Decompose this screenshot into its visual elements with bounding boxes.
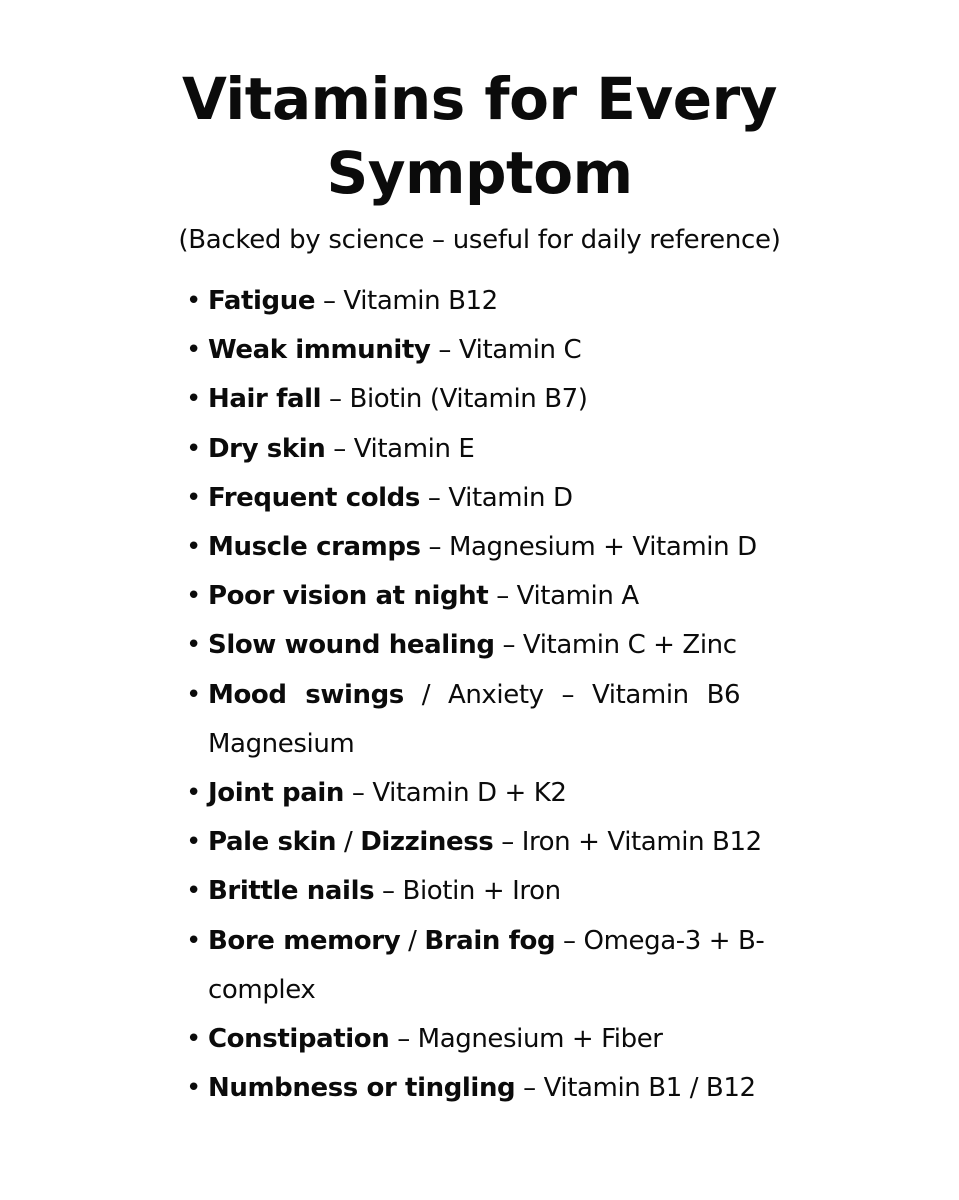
- list-item: [186, 621, 786, 670]
- vitamin-label: – Vitamin B12: [315, 286, 498, 316]
- bullet-icon: •: [186, 827, 201, 858]
- vitamin-label: / Anxiety – Vitamin B6: [403, 679, 741, 710]
- bullet-icon: •: [186, 384, 201, 415]
- separator: /: [336, 827, 361, 858]
- symptom-label: Bore memory: [208, 925, 401, 956]
- list-item: [186, 917, 786, 1015]
- symptom-label: Mood swings: [208, 679, 404, 710]
- symptom-label: Weak immunity: [208, 335, 431, 366]
- symptom-label: Fatigue: [208, 286, 316, 316]
- vitamin-label: – Vitamin A: [488, 581, 639, 612]
- bullet-icon: •: [186, 630, 201, 661]
- list-item: [186, 326, 786, 375]
- list-item: [186, 867, 786, 916]
- bullet-icon: •: [186, 679, 201, 710]
- symptom-label-secondary: Brain fog: [424, 925, 556, 956]
- vitamin-label: – Magnesium + Fiber: [389, 1024, 663, 1055]
- symptom-label-secondary: Dizziness: [360, 827, 494, 858]
- list-item: [186, 375, 786, 424]
- symptom-label: Hair fall: [208, 384, 322, 415]
- vitamin-label: – Biotin (Vitamin B7): [321, 384, 588, 415]
- list-item: [186, 277, 786, 326]
- bullet-icon: •: [186, 335, 201, 366]
- vitamin-label: – Biotin + Iron: [374, 876, 561, 907]
- list-item: [186, 671, 786, 769]
- list-item: [186, 523, 786, 572]
- vitamin-label: – Vitamin C: [430, 335, 582, 366]
- separator: /: [400, 925, 425, 956]
- subtitle: (Backed by science – useful for daily reference): [178, 225, 781, 255]
- list-item: [186, 769, 786, 818]
- symptom-label: Constipation: [208, 1024, 390, 1055]
- symptom-label: Muscle cramps: [208, 532, 421, 563]
- symptom-label: Joint pain: [208, 778, 345, 809]
- symptom-label: Brittle nails: [208, 876, 375, 907]
- page-title: [0, 62, 959, 210]
- bullet-icon: •: [186, 581, 201, 612]
- vitamin-label-continued: Magnesium: [208, 728, 355, 759]
- title-line-2: Symptom: [326, 139, 633, 207]
- vitamin-label: – Magnesium + Vitamin D: [420, 532, 757, 563]
- vitamin-label: – Vitamin E: [325, 433, 475, 464]
- vitamin-label: – Vitamin D: [419, 482, 573, 513]
- symptom-label: Poor vision at night: [208, 581, 489, 612]
- title-line-1: Vitamins for Every: [182, 65, 777, 133]
- vitamin-label-continued: complex: [208, 974, 316, 1005]
- list-item: [186, 818, 786, 867]
- bullet-icon: •: [186, 433, 201, 464]
- vitamin-label: – Iron + Vitamin B12: [493, 827, 762, 858]
- symptom-label: Frequent colds: [208, 482, 420, 513]
- list-item: [186, 474, 786, 523]
- vitamin-label: – Omega-3 + B-: [555, 925, 765, 956]
- vitamin-label: – Vitamin B1 / B12: [515, 1073, 756, 1104]
- symptom-label: Dry skin: [208, 433, 326, 464]
- bullet-icon: •: [186, 876, 201, 907]
- symptom-label: Numbness or tingling: [208, 1073, 516, 1104]
- symptom-label: Slow wound healing: [208, 630, 495, 661]
- list-item: [186, 1064, 786, 1113]
- list-item: [186, 425, 786, 474]
- symptom-vitamin-list: [186, 277, 786, 1113]
- vitamin-label: – Vitamin D + K2: [344, 778, 567, 809]
- vitamin-label: – Vitamin C + Zinc: [494, 630, 737, 661]
- bullet-icon: •: [186, 1024, 201, 1055]
- bullet-icon: •: [186, 482, 201, 513]
- list-item: [186, 572, 786, 621]
- list-item: [186, 1015, 786, 1064]
- bullet-icon: •: [186, 286, 201, 316]
- bullet-icon: •: [186, 778, 201, 809]
- bullet-icon: •: [186, 925, 201, 956]
- bullet-icon: •: [186, 1073, 201, 1104]
- bullet-icon: •: [186, 532, 201, 563]
- symptom-label: Pale skin: [208, 827, 337, 858]
